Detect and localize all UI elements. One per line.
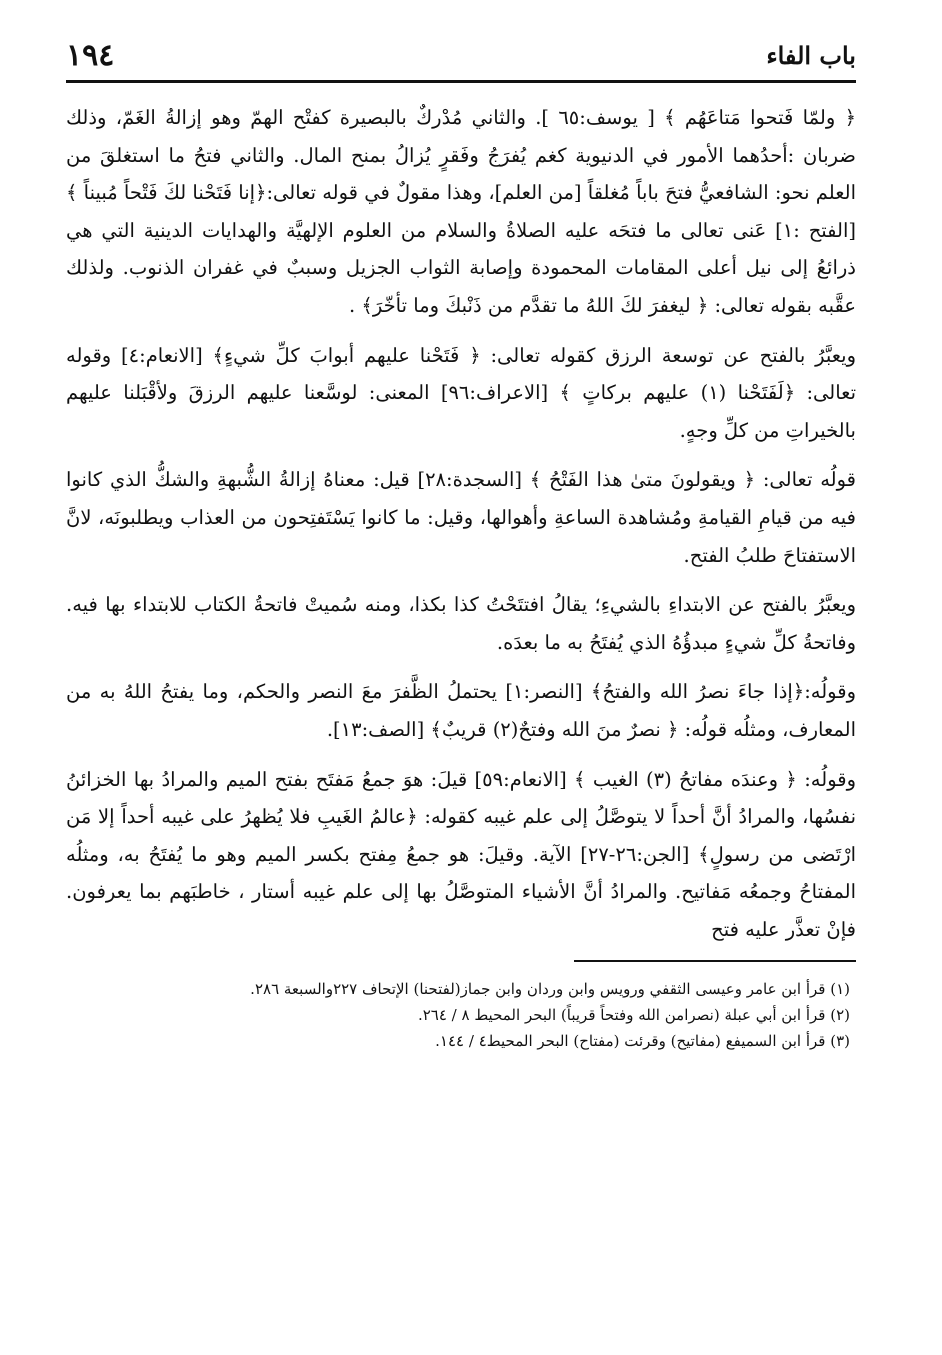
main-text <box>66 99 856 948</box>
page-number: ١٩٤ <box>66 37 115 73</box>
paragraph: ويعبَّرُ بالفتح عن توسعة الرزق كقوله تعالى: ﴿ فَتَحْنا عليهم أبوابَ كلِّ شيءٍ﴾ [الانعام:٤] وقوله تعالى: ﴿لَفَتَحْنا (١) عليهم بركاتٍ ﴾ [الاعراف:٩٦] المعنى: لوسَّعنا عليهم الرزقَ ولأقْبَلنا عليهم بالخيراتِ من كلِّ وجهٍ. <box>66 343 857 442</box>
paragraph: ﴿ ولمّا فَتحوا مَتاعَهُم ﴾ [ يوسف:٦٥ ]. والثاني مُدْركٌ بالبصيرة كفتْح الهمّ وهو إزالةُ الغَمّ، وذلك ضربان :أحدُهما الأمور في الدنيوية كغم يُفرَجُ وفَقرٍ يُزالُ بمنح المال. والثاني فتحُ ما استغلقَ من العلم نحو: الشافعيُّ فتحَ باباً مُغلقاً [من العلم]، وهذا مقولٌ في قوله تعالى:﴿إنا فَتَحْنا لكَ فَتْحاً مُبيناً ﴾ [الفتح :١] عَنى تعالى ما فتحَه عليه الصلاةُ والسلام من العلوم الإلهيَّة والهدايات الدينية التي هي ذرائعُ إلى نيل أعلى المقامات المحمودة وإصابة الثواب الجزيل وسببٌ في غفران الذنوب. ولذلك عقَّبه بقوله تعالى: ﴿ ليغفرَ لكَ اللهُ ما تقدَّم من ذَنْبكَ وما تأخّرَ﴾ . <box>66 106 856 317</box>
header-rule <box>66 80 856 83</box>
paragraph: قولُه تعالى: ﴿ ويقولونَ متىٰ هذا الفَتْحُ ﴾ [السجدة:٢٨] قيل: معناهُ إزالةُ الشُّبهةِ والشكُّ الذي كانوا فيه من قيامِ القيامةِ ومُشاهدة الساعةِ وأهوالها، وقيل: ما كانوا يَسْتَفتِحون من العذاب ويطلبونَه، لانَّ الاستفتاحَ طلبُ الفتح. <box>66 468 856 567</box>
chapter-title: باب الفاء <box>766 40 856 70</box>
footnote-separator <box>574 960 856 962</box>
footnote: (١) قرأ ابن عامر وعيسى الثقفي ورويس وابن وردان وابن جماز(لفتحنا) الإتحاف ٢٢٧والسبعة ٢٨٦. <box>250 980 850 999</box>
footnote: (٢) قرأ ابن أبي عبلة (نصرامن الله وفتحاً قريباً) البحر المحيط ٨ / ٢٦٤. <box>417 1006 850 1025</box>
paragraph: ويعبَّرُ بالفتح عن الابتداءِ بالشيءِ؛ يقالُ افتتَحْتُ كذا بكذا، ومنه سُميتْ فاتحةُ الكتاب للابتداء بها فيه. وفاتحةُ كلِّ شيءٍ مبدؤُهُ الذي يُفتَحُ به ما بعدَه. <box>66 593 856 654</box>
footnote: (٣) قرأ ابن السميفع (مفاتيح) وقرئت (مفتاح) البحر المحيط٤ / ١٤٤. <box>435 1032 850 1051</box>
footnotes <box>66 976 856 1054</box>
paragraph: وقولُه:﴿إذا جاءَ نصرُ الله والفتحُ﴾ [النصر:١] يحتملُ الظَّفرَ معَ النصر والحكم، وما يفتحُ اللهُ به من المعارف، ومثلُه قولُه: ﴿ نصرٌ منَ الله وفتحٌ(٢) قريبٌ﴾ [الصف:١٣]. <box>66 680 856 741</box>
page-header <box>66 34 856 76</box>
paragraph: وقولُه: ﴿ وعندَه مفاتحُ (٣) الغيب ﴾ [الانعام:٥٩] قيلَ: هوَ جمعُ مَفتَح بفتح الميم والمرادُ بها الخزائنُ نفسُها، والمرادُ أنَّ أحداً لا يتوصَّلُ إلى علم غيبه كقوله: ﴿عالمُ الغَيبِ فلا يُظهرُ على غيبه أحداً إلا مَن ارْتَضى من رسولٍ﴾ [الجن:٢٦-٢٧] الآية. وقيلَ: هو جمعُ مِفتح بكسر الميم وهو ما يُفتَحُ به، ومثلُه المفتاحُ وجمعُه مَفاتيح. والمرادُ أنَّ الأشياء المتوصَّلُ بها إلى علم غيبه أستار ، خاطبَهم بما يعرفون. فإنْ تعذَّر عليه فتح <box>66 767 857 941</box>
